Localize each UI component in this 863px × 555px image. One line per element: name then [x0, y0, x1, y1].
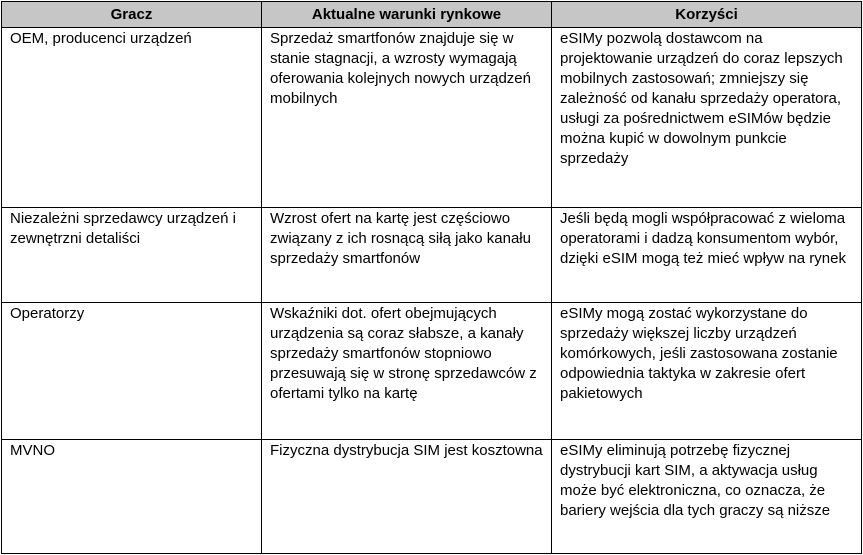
- cell-player: Operatorzy: [2, 303, 262, 440]
- cell-benefits: eSIMy eliminują potrzebę fizycznej dystrybucji kart SIM, a aktywacja usług może być elektroniczna, co oznacza, że bariery wejścia dla tych graczy są niższe: [552, 440, 862, 554]
- table-header: [2, 2, 862, 28]
- cell-conditions: Wskaźniki dot. ofert obejmujących urządzenia są coraz słabsze, a kanały sprzedaży smartfonów stopniowo przesuwają się w stronę sprzedawców z ofertami tylko na kartę: [262, 303, 552, 440]
- cell-player: OEM, producenci urządzeń: [2, 28, 262, 208]
- cell-conditions: Fizyczna dystrybucja SIM jest kosztowna: [262, 440, 552, 554]
- cell-benefits: Jeśli będą mogli współpracować z wieloma operatorami i dadzą konsumentom wybór, dzięki eSIM mogą też mieć wpływ na rynek: [552, 208, 862, 303]
- table-body: [2, 28, 862, 554]
- header-benefits: Korzyści: [552, 2, 862, 28]
- cell-benefits: eSIMy pozwolą dostawcom na projektowanie urządzeń do coraz lepszych mobilnych zastosowań; zmniejszy się zależność od kanału sprzedaży operatora, usługi za pośrednictwem eSIMów będzie można kupić w dowolnym punkcie sprzedaży: [552, 28, 862, 208]
- table-row: [2, 440, 862, 554]
- table-row: [2, 208, 862, 303]
- header-player: Gracz: [2, 2, 262, 28]
- cell-player: Niezależni sprzedawcy urządzeń i zewnętrzni detaliści: [2, 208, 262, 303]
- header-conditions: Aktualne warunki rynkowe: [262, 2, 552, 28]
- market-table: [1, 1, 862, 554]
- table-row: [2, 303, 862, 440]
- cell-player: MVNO: [2, 440, 262, 554]
- cell-benefits: eSIMy mogą zostać wykorzystane do sprzedaży większej liczby urządzeń komórkowych, jeśli zastosowana zostanie odpowiednia taktyka w zakresie ofert pakietowych: [552, 303, 862, 440]
- cell-conditions: Wzrost ofert na kartę jest częściowo związany z ich rosnącą siłą jako kanału sprzedaży smartfonów: [262, 208, 552, 303]
- cell-conditions: Sprzedaż smartfonów znajduje się w stanie stagnacji, a wzrosty wymagają oferowania kolejnych nowych urządzeń mobilnych: [262, 28, 552, 208]
- header-row: [2, 2, 862, 28]
- table-row: [2, 28, 862, 208]
